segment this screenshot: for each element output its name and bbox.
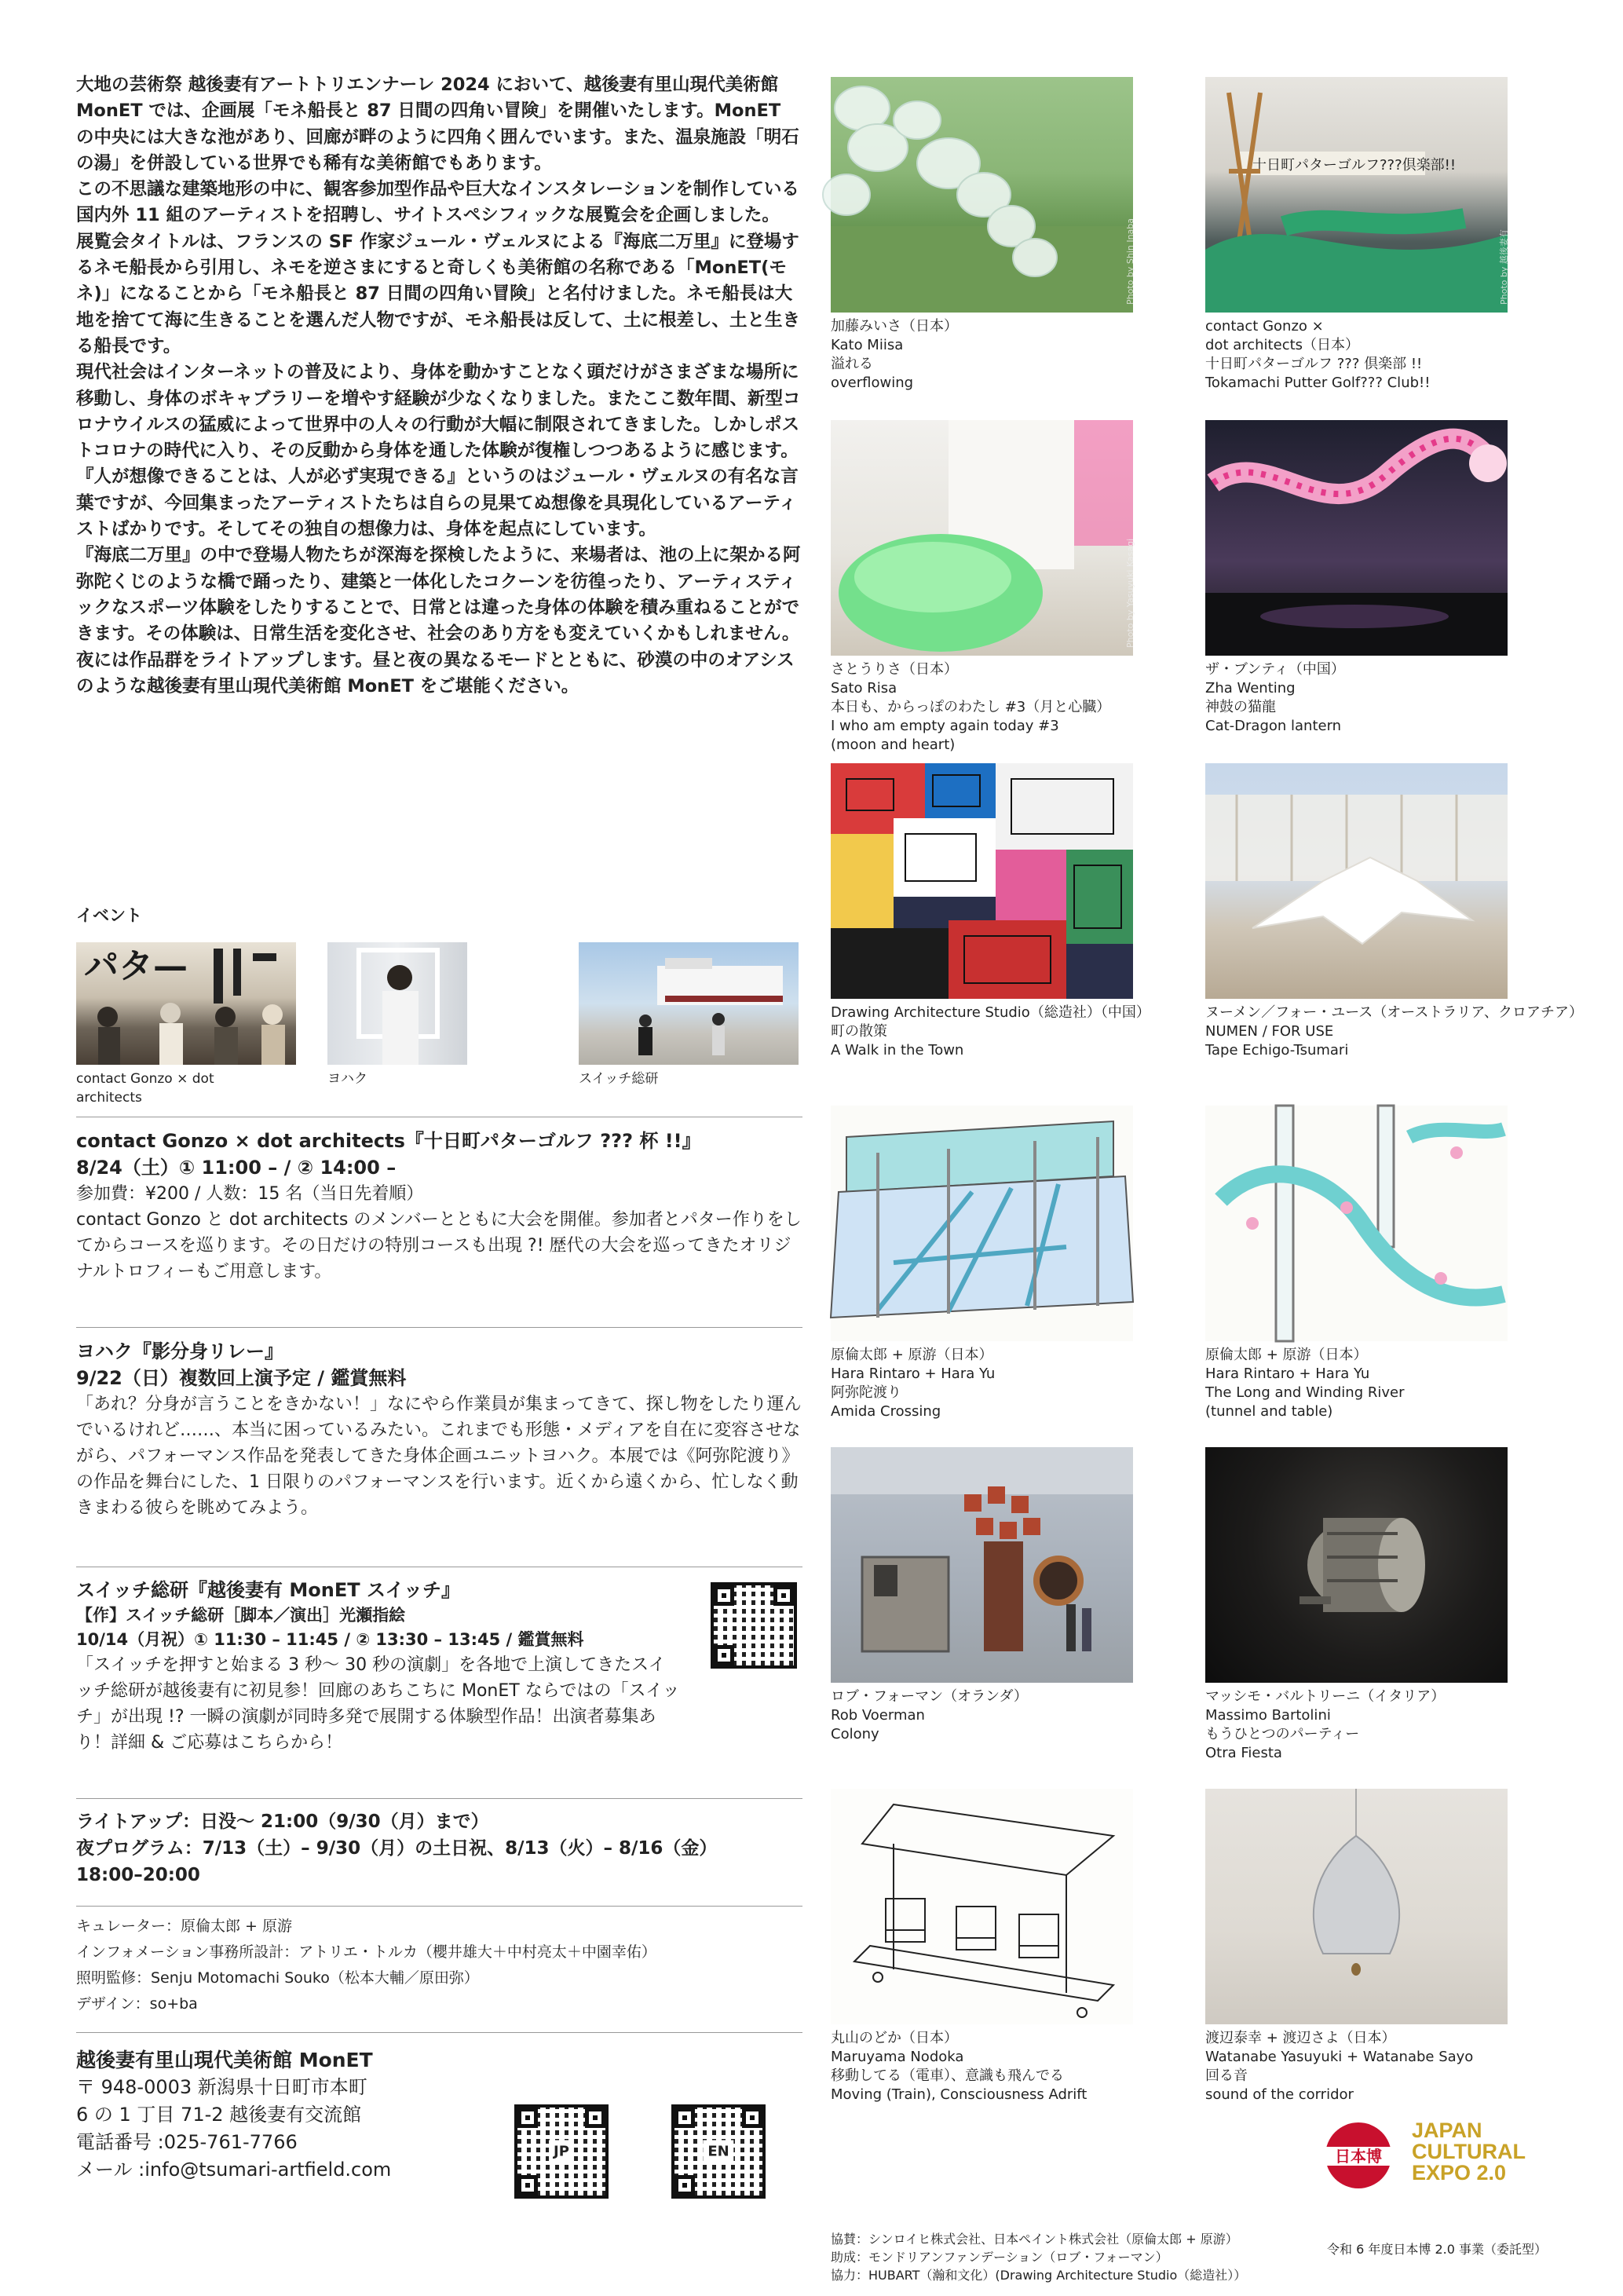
work-title-en: The Long and Winding River bbox=[1205, 1384, 1405, 1401]
expo-note: 令和 6 年度日本博 2.0 事業（委託型） bbox=[1327, 2242, 1547, 2257]
venue-phone[interactable]: 電話番号 :025-761-7766 bbox=[76, 2131, 298, 2153]
photo-credit: Photo by Yasuyuki Kasagi bbox=[1125, 538, 1135, 648]
venue-address: 6 の 1 丁目 71-2 越後妻有交流館 bbox=[76, 2104, 362, 2126]
event-title: スイッチ総研『越後妻有 MonET スイッチ』 bbox=[76, 1579, 461, 1601]
work-title-en: A Walk in the Town bbox=[831, 1042, 964, 1058]
qr-label-jp: JP bbox=[549, 2141, 574, 2163]
qr-code-switch-entry[interactable] bbox=[711, 1582, 797, 1669]
event-body: 「スイッチを押すと始まる 3 秒〜 30 秒の演劇」を各地で上演してきたスイッチ総研が越後妻有に初見参！回廊のあちこちに MonET ならではの「スイッチ」が出現 !? 一瞬の演劇が同時多発で展開する体験型作品！出演者募集あり！詳細 & ご応募はこちらから！ bbox=[76, 1655, 680, 1753]
artwork-caption bbox=[831, 317, 1137, 393]
artist-name-en: Kato Miisa bbox=[831, 337, 904, 353]
svg-text:パタ—: パタ— bbox=[84, 946, 188, 986]
artwork-photo-massimo-bartolini bbox=[1205, 1447, 1508, 1683]
event-date: 8/24（土）① 11:00 – / ② 14:00 – bbox=[76, 1157, 397, 1179]
event-date: 9/22（日）複数回上演予定 / 鑑賞無料 bbox=[76, 1367, 407, 1389]
event-fee: 参加費：¥200 / 人数：15 名（当日先着順） bbox=[76, 1184, 424, 1204]
venue-zip: 〒 948-0003 新潟県十日町市本町 bbox=[76, 2076, 367, 2098]
artist-name: contact Gonzo × bbox=[1205, 318, 1324, 335]
artwork-photo-amida-crossing bbox=[831, 1106, 1133, 1341]
expo-logo-text: 日本博 bbox=[1335, 2147, 1382, 2166]
artist-name-jp: ザ・ブンティ（中国） bbox=[1205, 661, 1345, 678]
photo-credit: Photo by 越後妻有 bbox=[1499, 229, 1509, 305]
event-body: contact Gonzo と dot architects のメンバーとともに大会を開催。参加者とパター作りをしてからコースを巡ります。その日だけの特別コースも出現 ?! 歴代の大会を巡ってきたオリジナルトロフィーもご用意します。 bbox=[76, 1210, 802, 1281]
artwork-caption bbox=[831, 1687, 1137, 1744]
artwork-photo-kato-miisa bbox=[831, 77, 1133, 313]
artist-name-en: Massimo Bartolini bbox=[1205, 1707, 1331, 1724]
artist-name-jp: 加藤みいさ（日本） bbox=[831, 318, 958, 335]
artist-name-en: Hara Rintaro + Hara Yu bbox=[1205, 1366, 1370, 1382]
work-title-jp: 十日町パターゴルフ ??? 倶楽部 !! bbox=[1205, 356, 1423, 372]
artwork-caption bbox=[831, 1004, 1150, 1060]
work-title-en: Moving (Train), Consciousness Adrift bbox=[831, 2086, 1087, 2103]
event-photo-caption: contact Gonzo × dot architects bbox=[76, 1071, 214, 1106]
artwork-caption bbox=[831, 2029, 1137, 2104]
event-title: contact Gonzo × dot architects『十日町パターゴルフ ??? 杯 !!』 bbox=[76, 1130, 701, 1152]
event-date: 10/14（月祝）① 11:30 – 11:45 / ② 13:30 – 13:45 / 鑑賞無料 bbox=[76, 1630, 584, 1649]
artist-name-en: Zha Wenting bbox=[1205, 680, 1296, 696]
work-title-jp: 阿弥陀渡り bbox=[831, 1384, 901, 1401]
artwork-photo-numen-for-use bbox=[1205, 763, 1508, 999]
artist-name: Drawing Architecture Studio（総造社）（中国） bbox=[831, 1004, 1150, 1021]
events-heading: イベント bbox=[76, 906, 142, 925]
artist-name-jp: さとうりさ（日本） bbox=[831, 661, 958, 678]
work-title-jp: 回る音 bbox=[1205, 2067, 1248, 2084]
event-photo-yohaku bbox=[327, 942, 467, 1065]
event-photo-switch-soken bbox=[579, 942, 799, 1065]
event-photo-contact-gonzo bbox=[76, 942, 296, 1065]
artist-name-jp: マッシモ・バルトリーニ（イタリア） bbox=[1205, 1688, 1446, 1705]
artist-name-en: Rob Voerman bbox=[831, 1707, 925, 1724]
lightup-info bbox=[76, 1808, 802, 1888]
work-title-jp: 本日も、からっぽのわたし #3（月と心臓） bbox=[831, 699, 1111, 715]
event-yohaku bbox=[76, 1338, 802, 1521]
night-program: 夜プログラム：7/13（土）– 9/30（月）の土日祝、8/13（火）– 8/16（金） bbox=[76, 1838, 718, 1859]
intro-text bbox=[76, 72, 802, 700]
divider bbox=[76, 1906, 802, 1907]
artwork-photo-zha-wenting bbox=[1205, 420, 1508, 656]
credit-line: インフォメーション事務所設計：アトリエ・トルカ（櫻井雄大＋中村亮太＋中園幸佑） bbox=[76, 1943, 656, 1961]
artist-name-en: Watanabe Yasuyuki + Watanabe Sayo bbox=[1205, 2049, 1474, 2065]
artist-name-en: Maruyama Nodoka bbox=[831, 2049, 964, 2065]
event-credit: 【作】スイッチ総研［脚本／演出］光瀬指絵 bbox=[76, 1606, 406, 1625]
artwork-caption bbox=[831, 1346, 1137, 1421]
artwork-caption bbox=[1205, 660, 1512, 736]
work-title-en: Tokamachi Putter Golf??? Club!! bbox=[1205, 375, 1431, 391]
credit-line: キュレーター：原倫太郎 + 原游 bbox=[76, 1918, 292, 1935]
artist-name-jp: 渡辺泰幸 + 渡辺さよ（日本） bbox=[1205, 2030, 1396, 2046]
japan-cultural-expo-logo-mark bbox=[1315, 2112, 1402, 2199]
work-title-en: Cat-Dragon lantern bbox=[1205, 718, 1342, 734]
credit-line: 照明監修：Senju Motomachi Souko（松本大輔／原田弥） bbox=[76, 1969, 479, 1987]
artist-name-en: NUMEN / FOR USE bbox=[1205, 1023, 1334, 1040]
photo-credit: Photo by Shin Inaba bbox=[1125, 218, 1135, 305]
sponsor-line: 協力：HUBART（瀚和文化）(Drawing Architecture Studio（総造社）） bbox=[831, 2268, 1247, 2283]
japan-cultural-expo-wordmark bbox=[1412, 2120, 1526, 2184]
intro-paragraph: 夜には作品群をライトアップします。昼と夜の異なるモードとともに、砂漠の中のオアシスのような越後妻有里山現代美術館 MonET をご堪能ください。 bbox=[76, 649, 795, 696]
qr-code-jp[interactable] bbox=[514, 2104, 609, 2199]
intro-paragraph: 『人が想像できることは、人が必ず実現できる』というのはジュール・ヴェルヌの有名な言葉ですが、今回集まったアーティストたちは自らの見果てぬ想像を具現化しているアーティストばかりです。そしてその独自の想像力は、身体を起点にしています。 bbox=[76, 466, 799, 540]
expo-wordmark-line: EXPO 2.0 bbox=[1412, 2161, 1507, 2184]
night-program-time: 18:00–20:00 bbox=[76, 1865, 200, 1885]
artist-name-en: Sato Risa bbox=[831, 680, 897, 696]
work-title-jp: 神鼓の猫龍 bbox=[1205, 699, 1276, 715]
artwork-photo-maruyama-nodoka bbox=[831, 1789, 1133, 2024]
work-title-jp: 溢れる bbox=[831, 356, 873, 372]
event-switch-soken bbox=[76, 1577, 681, 1756]
artwork-photo-sato-risa bbox=[831, 420, 1133, 656]
artist-name-jp: ヌーメン／フォー・ユース（オーストラリア、クロアチア） bbox=[1205, 1004, 1583, 1021]
divider bbox=[76, 1327, 802, 1328]
event-body: 「あれ？分身が言うことをきかない！」なにやら作業員が集まってきて、探し物をしたり運んでいるけれど……、本当に困っているみたい。これまでも形態・メディアを自在に変容させながら、パフォーマンス作品を発表してきた身体企画ユニットヨハク。本展では《阿弥陀渡り》の作品を舞台にした、1 日限りのパフォーマンスを行います。近くから遠くから、忙しなく動きまわる彼らを眺めてみよう。 bbox=[76, 1395, 802, 1518]
artwork-photo-contact-gonzo bbox=[1205, 77, 1508, 313]
event-contact-gonzo bbox=[76, 1128, 802, 1285]
artwork-caption bbox=[1205, 1687, 1512, 1763]
work-title-en: Colony bbox=[831, 1726, 879, 1742]
intro-paragraph: 展覧会タイトルは、フランスの SF 作家ジュール・ヴェルヌによる『海底二万里』に登場するネモ船長から引用し、ネモを逆さまにすると奇しくも美術館の名称である「MonET(モネ)」になることから「モネ船長と 87 日間の四角い冒険」と名付けました。ネモ船長は大地を捨てて海に生きることを選んだ人物ですが、モネ船長は反して、土に根差し、土と生きる船長です。 bbox=[76, 231, 801, 356]
work-title-en: (moon and heart) bbox=[831, 737, 956, 753]
divider bbox=[76, 2032, 802, 2033]
venue-info bbox=[76, 2046, 516, 2184]
work-title-jp: もうひとつのパーティー bbox=[1205, 1726, 1360, 1742]
artist-name: dot architects（日本） bbox=[1205, 337, 1360, 353]
artist-name-jp: ロブ・フォーマン（オランダ） bbox=[831, 1688, 1028, 1705]
work-title-jp: 移動してる（電車）、意識も飛んでる bbox=[831, 2067, 1064, 2084]
event-title: ヨハク『影分身リレー』 bbox=[76, 1340, 283, 1362]
venue-email[interactable]: メール :info@tsumari-artfield.com bbox=[76, 2159, 392, 2181]
work-title-en: sound of the corridor bbox=[1205, 2086, 1354, 2103]
artist-name-jp: 丸山のどか（日本） bbox=[831, 2030, 958, 2046]
divider bbox=[76, 1798, 802, 1799]
intro-paragraph: 大地の芸術祭 越後妻有アートトリエンナーレ 2024 において、越後妻有里山現代美術館 MonET では、企画展「モネ船長と 87 日間の四角い冒険」を開催いたします。MonET の中央には大きな池があり、回廊が畔のように四角く囲んでいます。また、温泉施設「明石の湯」を併設している世界でも稀有な美術館でもあります。 bbox=[76, 75, 799, 174]
intro-paragraph: 『海底二万里』の中で登場人物たちが深海を探検したように、来場者は、池の上に架かる阿弥陀くじのような橋で踊ったり、建築と一体化したコクーンを彷徨ったり、アーティスティックなスポーツ体験をしたりすることで、日常とは違った身体の体験を積み重ねることができます。その体験は、日常生活を変化させ、社会のあり方をも変えていくかもしれません。 bbox=[76, 545, 801, 645]
expo-wordmark-line: JAPAN bbox=[1412, 2119, 1482, 2142]
work-title-en: (tunnel and table) bbox=[1205, 1403, 1333, 1420]
qr-label-en: EN bbox=[703, 2141, 733, 2163]
artwork-caption bbox=[1205, 1346, 1512, 1421]
credits bbox=[76, 1914, 802, 2017]
work-title-jp: 町の散策 bbox=[831, 1023, 887, 1040]
artist-name-jp: 原倫太郎 + 原游（日本） bbox=[1205, 1347, 1368, 1363]
intro-paragraph: 現代社会はインターネットの普及により、身体を動かすことなく頭だけがさまざまな場所に移動し、身体のボキャブラリーを増やす経験が少なくなりました。またここ数年間、新型コロナウイルスの猛威によって世界中の人々の行動が大幅に制限されてきました。しかしポストコロナの時代に入り、その反動から身体を通した体験が復権しつつあるように感じます。 bbox=[76, 362, 801, 462]
work-title-en: overflowing bbox=[831, 375, 914, 391]
event-photo-caption: ヨハク bbox=[327, 1071, 367, 1087]
artwork-photo-long-winding-river bbox=[1205, 1106, 1508, 1341]
sponsor-line: 助成：モンドリアンファンデーション（ロブ・フォーマン） bbox=[831, 2250, 1168, 2265]
artwork-caption bbox=[1205, 2029, 1535, 2104]
artwork-caption bbox=[1205, 317, 1512, 393]
svg-text:十日町パターゴルフ???倶楽部!!: 十日町パターゴルフ???倶楽部!! bbox=[1252, 157, 1457, 174]
artist-name-en: Hara Rintaro + Hara Yu bbox=[831, 1366, 996, 1382]
work-title-en: Amida Crossing bbox=[831, 1403, 941, 1420]
sponsors bbox=[831, 2230, 1286, 2284]
venue-name: 越後妻有里山現代美術館 MonET bbox=[76, 2049, 373, 2071]
work-title-en: I who am empty again today #3 bbox=[831, 718, 1059, 734]
intro-paragraph: この不思議な建築地形の中に、観客参加型作品や巨大なインスタレーションを制作している国内外 11 組のアーティストを招聘し、サイトスペシフィックな展覧会を企画しました。 bbox=[76, 179, 799, 226]
artwork-photo-rob-voerman bbox=[831, 1447, 1133, 1683]
work-title-en: Tape Echigo-Tsumari bbox=[1205, 1042, 1349, 1058]
qr-code-en[interactable] bbox=[671, 2104, 766, 2199]
lightup-hours: ライトアップ：日没〜 21:00（9/30（月）まで） bbox=[76, 1812, 489, 1832]
artwork-caption bbox=[831, 660, 1137, 755]
artwork-photo-watanabe bbox=[1205, 1789, 1508, 2024]
event-photo-caption: スイッチ総研 bbox=[579, 1071, 659, 1087]
artwork-caption bbox=[1205, 1004, 1583, 1060]
sponsor-line: 協賛：シンロイヒ株式会社、日本ペイント株式会社（原倫太郎 + 原游） bbox=[831, 2232, 1238, 2247]
work-title-en: Otra Fiesta bbox=[1205, 1745, 1282, 1761]
artwork-photo-drawing-architecture-studio bbox=[831, 763, 1133, 999]
artist-name-jp: 原倫太郎 + 原游（日本） bbox=[831, 1347, 993, 1363]
credit-line: デザイン：so+ba bbox=[76, 1995, 198, 2013]
expo-wordmark-line: CULTURAL bbox=[1412, 2140, 1526, 2163]
